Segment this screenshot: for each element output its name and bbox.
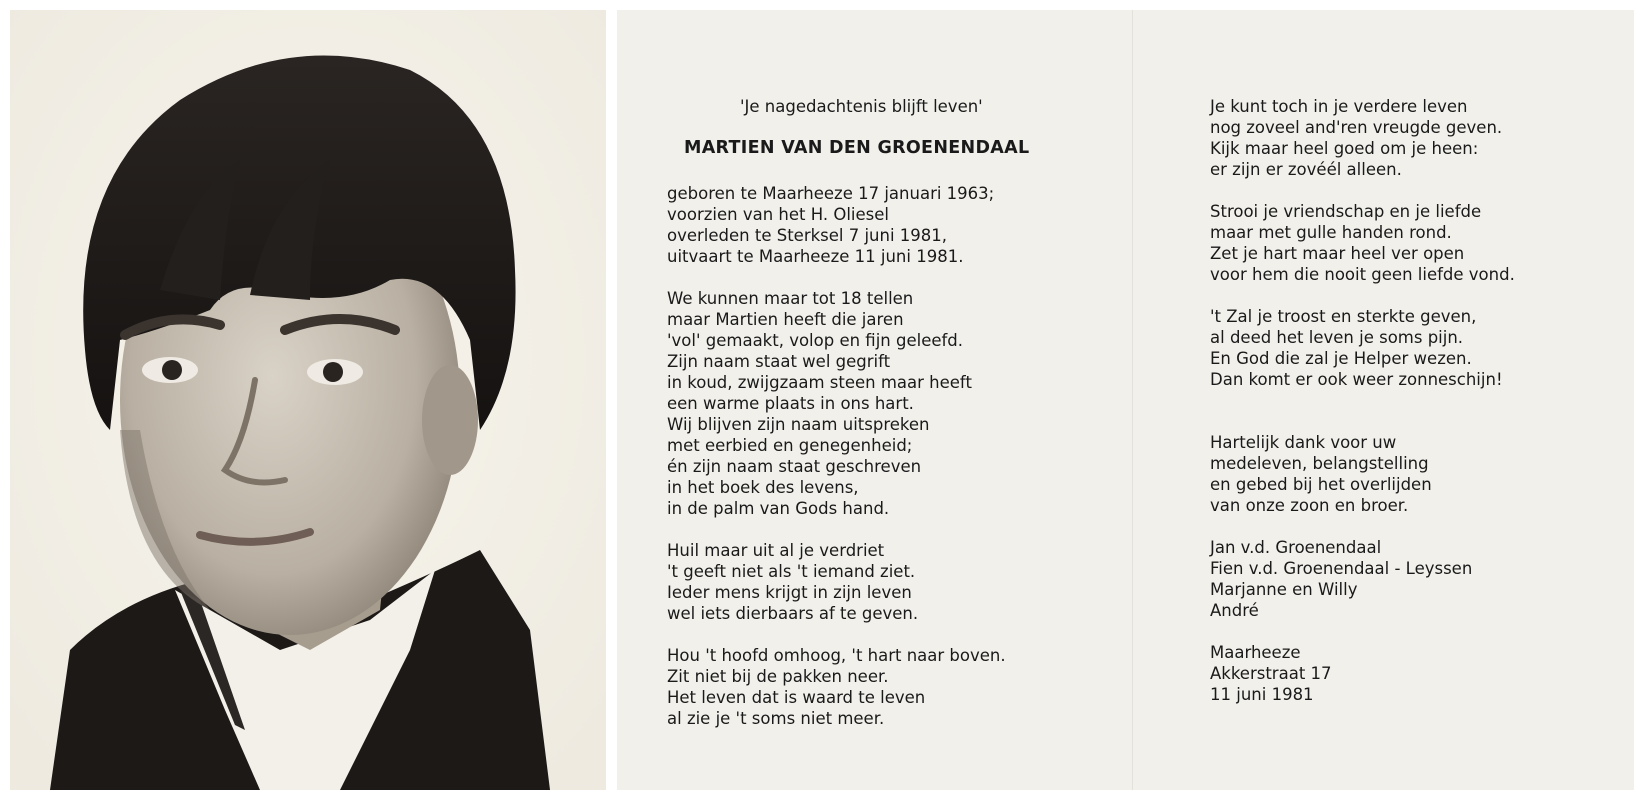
- poem-stanza-2: [667, 540, 918, 624]
- thanks-message: [1210, 432, 1432, 516]
- text-line: Fien v.d. Groenendaal - Leyssen: [1210, 559, 1473, 578]
- text-line: al zie je 't soms niet meer.: [667, 709, 885, 728]
- text-line: 't Zal je troost en sterkte geven,: [1210, 307, 1477, 326]
- family-names: [1210, 537, 1472, 621]
- verse-1: [1210, 96, 1502, 180]
- verse-2: [1210, 201, 1515, 285]
- card-fold-divider: [1132, 10, 1133, 790]
- text-line: uitvaart te Maarheeze 11 juni 1981.: [667, 247, 964, 266]
- text-line: Je kunt toch in je verdere leven: [1210, 97, 1468, 116]
- text-line: maar met gulle handen rond.: [1210, 223, 1452, 242]
- text-line: van onze zoon en broer.: [1210, 496, 1409, 515]
- text-line: Maarheeze: [1210, 643, 1301, 662]
- text-line: een warme plaats in ons hart.: [667, 394, 914, 413]
- text-line: 't geeft niet als 't iemand ziet.: [667, 562, 916, 581]
- text-line: Hou 't hoofd omhoog, 't hart naar boven.: [667, 646, 1006, 665]
- poem-stanza-1: [667, 288, 972, 519]
- text-line: er zijn er zovéél alleen.: [1210, 160, 1402, 179]
- text-line: We kunnen maar tot 18 tellen: [667, 289, 914, 308]
- text-line: En God die zal je Helper wezen.: [1210, 349, 1472, 368]
- text-line: met eerbied en genegenheid;: [667, 436, 913, 455]
- text-line: al deed het leven je soms pijn.: [1210, 328, 1464, 347]
- text-line: Marjanne en Willy: [1210, 580, 1358, 599]
- birth-death-details: [667, 183, 994, 267]
- text-line: Dan komt er ook weer zonneschijn!: [1210, 370, 1503, 389]
- text-line: Akkerstraat 17: [1210, 664, 1332, 683]
- text-line: wel iets dierbaars af te geven.: [667, 604, 919, 623]
- text-line: voorzien van het H. Oliesel: [667, 205, 889, 224]
- text-line: Huil maar uit al je verdriet: [667, 541, 885, 560]
- text-line: nog zoveel and'ren vreugde geven.: [1210, 118, 1503, 137]
- text-line: en gebed bij het overlijden: [1210, 475, 1432, 494]
- text-line: Kijk maar heel goed om je heen:: [1210, 139, 1479, 158]
- portrait-photo-icon: [10, 10, 606, 790]
- text-line: Zet je hart maar heel ver open: [1210, 244, 1465, 263]
- poem-stanza-3: [667, 645, 1006, 729]
- deceased-name: MARTIEN VAN DEN GROENENDAAL: [684, 138, 1030, 158]
- text-line: Jan v.d. Groenendaal: [1210, 538, 1382, 557]
- text-line: 11 juni 1981: [1210, 685, 1314, 704]
- text-line: overleden te Sterksel 7 juni 1981,: [667, 226, 948, 245]
- text-line: in koud, zwijgzaam steen maar heeft: [667, 373, 972, 392]
- text-line: in de palm van Gods hand.: [667, 499, 890, 518]
- text-line: Zit niet bij de pakken neer.: [667, 667, 889, 686]
- text-line: André: [1210, 601, 1259, 620]
- text-line: Zijn naam staat wel gegrift: [667, 352, 891, 371]
- text-line: medeleven, belangstelling: [1210, 454, 1429, 473]
- text-line: geboren te Maarheeze 17 januari 1963;: [667, 184, 995, 203]
- text-line: 'vol' gemaakt, volop en fijn geleefd.: [667, 331, 964, 350]
- text-line: Wij blijven zijn naam uitspreken: [667, 415, 930, 434]
- text-line: Hartelijk dank voor uw: [1210, 433, 1397, 452]
- text-line: Het leven dat is waard te leven: [667, 688, 926, 707]
- memorial-card: [617, 10, 1634, 790]
- verse-3: [1210, 306, 1503, 390]
- text-line: in het boek des levens,: [667, 478, 859, 497]
- portrait-photo: [10, 10, 606, 790]
- family-address: [1210, 642, 1332, 705]
- text-line: voor hem die nooit geen liefde vond.: [1210, 265, 1515, 284]
- text-line: Ieder mens krijgt in zijn leven: [667, 583, 912, 602]
- card-motto: 'Je nagedachtenis blijft leven': [740, 97, 983, 116]
- text-line: Strooi je vriendschap en je liefde: [1210, 202, 1482, 221]
- text-line: maar Martien heeft die jaren: [667, 310, 904, 329]
- text-line: én zijn naam staat geschreven: [667, 457, 922, 476]
